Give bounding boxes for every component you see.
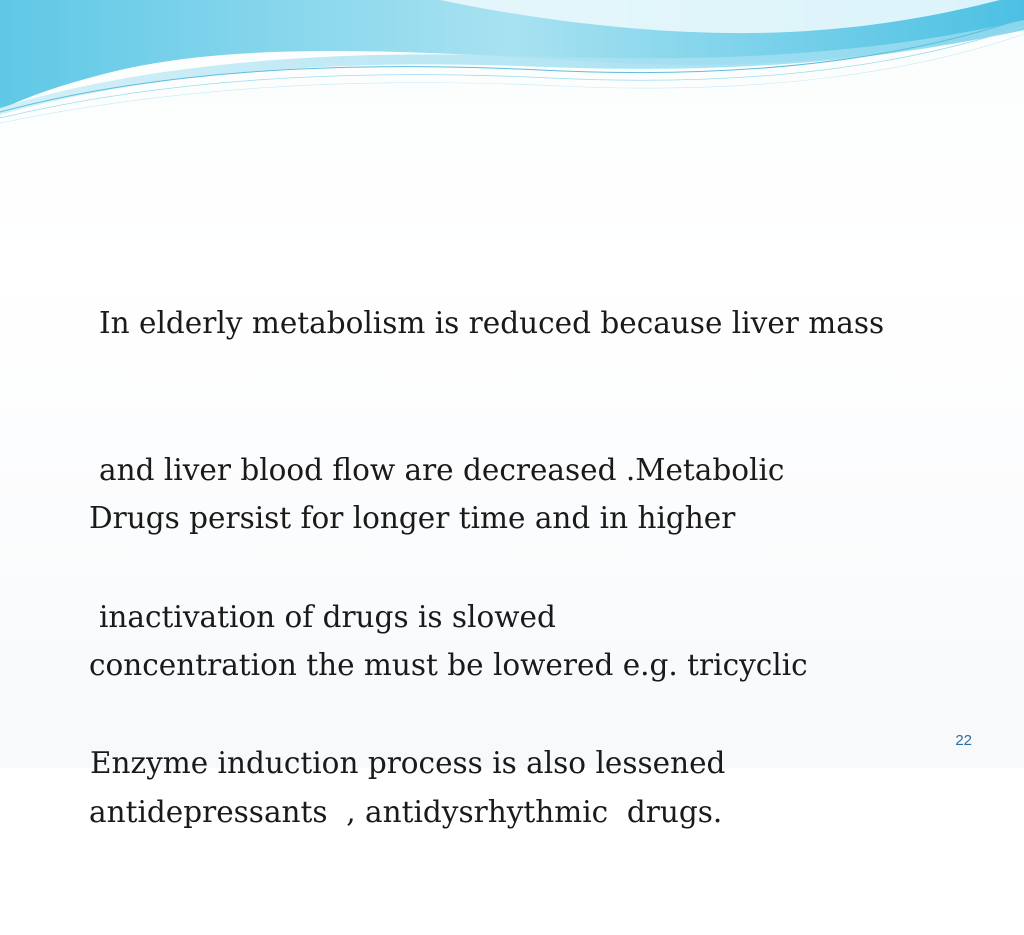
header-wave-decoration <box>0 0 1024 130</box>
paragraph-line: concentration the must be lowered e.g. tricyclic <box>89 648 808 682</box>
paragraph-line: Drugs persist for longer time and in higher <box>89 501 736 535</box>
paragraph-line: and liver blood flow are decreased .Metabolic <box>99 453 785 487</box>
paragraph-line: antidepressants , antidysrhythmic drugs. <box>89 795 723 829</box>
paragraph-line: Enzyme induction process is also lessened <box>90 746 726 780</box>
slide-number: 22 <box>955 732 972 749</box>
paragraph-line: In elderly metabolism is reduced because liver mass <box>99 306 885 340</box>
paragraph-line: inactivation of drugs is slowed <box>99 600 556 634</box>
paragraph-enzyme-induction <box>90 641 725 886</box>
